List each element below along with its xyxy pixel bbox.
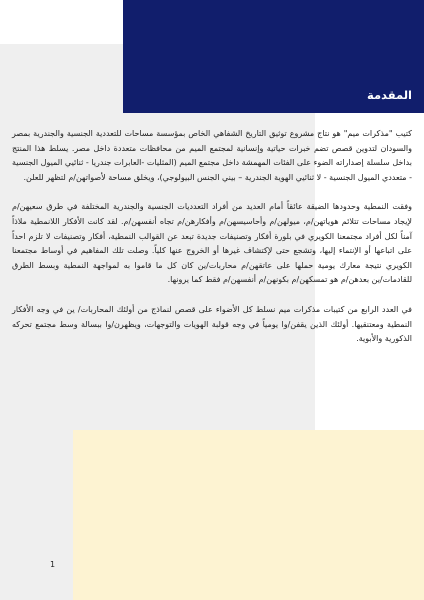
paragraph-2: وفقت النمطية وحدودها الضيقة عائقاً أمام العديد من أفراد التعدديات الجنسية والجندرية المختلفة في طرق سعيهن/م لإيجاد مساحات تتلائم هوياتهن/م، ميولهن/م وأحاسيسهن/م وأفكارهن/م تجاه أنفسهن/م. لقد كانت الأفكار اللانمطية ملاذاً آمناً لكل أفراد مجتمعنا الكويري في بلورة أفكار وتصنيفات جديدة تبعد عن القوالب النمطية، أفكار وتصنيفات لا تلزم احداً على اتباعها أو الإنتماء إليها، وتشجع حتى لإكتشاف غيرها أو الخروج عنها كلياً. وصلت تلك المفاهيم في أوساط مجتمعنا الكويري نتيجة معارك يومية حملها على عاتقهن/م محاربات/ين كان كل ما قاموا به لمواجهة النمطية وبسط الطرق للقادمات/ين بعدهن/م هو تمسكهن/م بكونهن/م أنفسهن/م فقط كما يرونها.	[12, 202, 412, 285]
paragraph-3: في العدد الرابع من كتيبات مذكرات ميم نسلط كل الأضواء على قصص لنماذج من أولئك المحاربات/ ين في وجه الأفكار النمطية ومعتنقيها. أولئك الذين يقفن/وا يومياً في وجه قولبة الهويات والتوجهات، ويظهرن/وا ببسالة وسط مجتمع تحركه الذكورية والأبوية.	[12, 304, 412, 344]
body-text	[12, 127, 412, 362]
cream-background-panel	[73, 430, 424, 600]
page-number: 1	[50, 560, 56, 569]
section-heading: المقدمة	[367, 88, 412, 102]
paragraph-1: كتيب "مذكرات ميم" هو نتاج مشروع توثيق التاريخ الشفاهي الخاص بمؤسسة مساحات للتعددية الجنسية والجندرية بمصر والسودان لتدوين قصص تضم خبرات حياتية وإنسانية لمجتمع الميم من محافظات متعددة داخل مصر. يسلط هذا المنتج بداخل سلسلة إصداراته الضوء على الفئات المهمشة داخل مجتمع الميم (المثليات -العابرات جندريا - ثنائيي الميول الجنسية - متعددي الميول الجنسية - لا ثنائيي الهوية الجندرية – بيني الجنس البيولوجي)، ويخلق مساحة لأصواتهن/م لتظهر للعلن.	[12, 129, 412, 182]
